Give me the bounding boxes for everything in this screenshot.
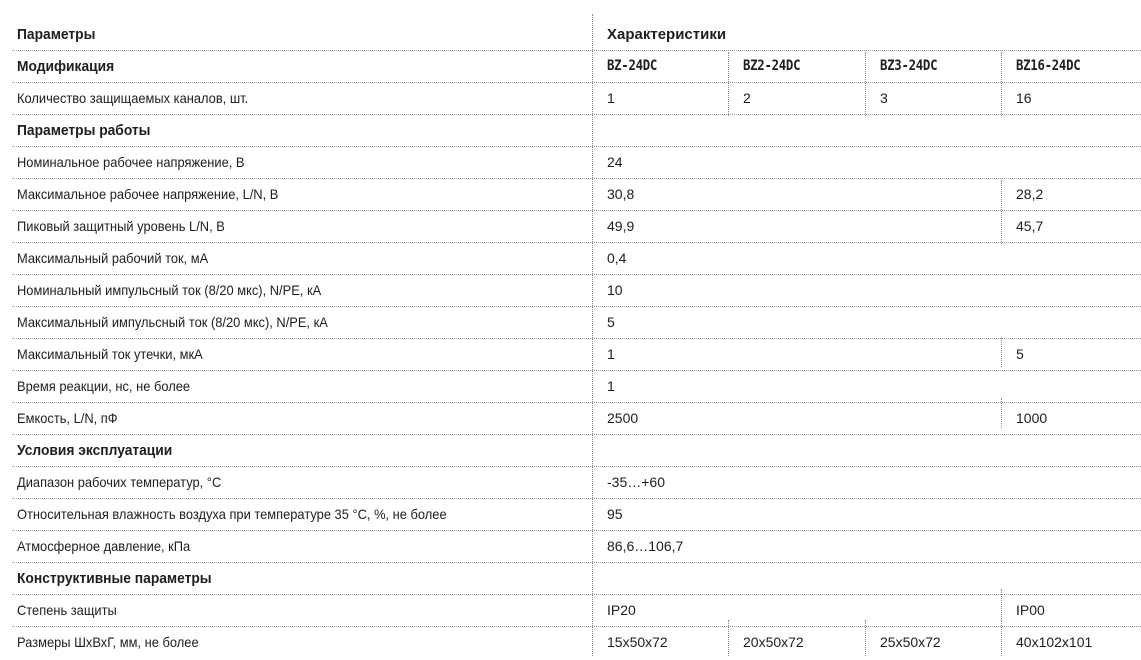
column-divider <box>1001 589 1002 619</box>
row-value: 16 <box>1016 90 1032 106</box>
column-divider <box>1001 180 1002 244</box>
row-value: 25x50x72 <box>880 634 941 650</box>
column-divider <box>1001 620 1002 656</box>
table-row <box>12 403 1141 435</box>
models-label: Модификация <box>17 58 115 75</box>
table-row <box>12 243 1141 275</box>
column-divider <box>865 52 866 116</box>
row-label: Степень защиты <box>17 602 117 618</box>
section-title: Конструктивные параметры <box>17 570 212 587</box>
model-name: BZ3-24DC <box>880 58 938 74</box>
table-row <box>12 179 1141 211</box>
row-label: Диапазон рабочих температур, °C <box>17 474 222 490</box>
model-name: BZ16-24DC <box>1016 58 1081 74</box>
section-heading-work <box>12 115 1141 147</box>
table-row <box>12 627 1141 658</box>
table-row <box>12 467 1141 499</box>
row-value: 95 <box>607 506 623 522</box>
table-row <box>12 531 1141 563</box>
row-value: 2500 <box>607 410 639 426</box>
table-row <box>12 371 1141 403</box>
row-value-last: 1000 <box>1016 410 1048 426</box>
table-row <box>12 275 1141 307</box>
table-row <box>12 211 1141 243</box>
row-value: 3 <box>880 90 888 106</box>
row-label: Максимальный рабочий ток, мА <box>17 250 209 266</box>
section-title: Параметры работы <box>17 122 151 139</box>
row-label: Максимальное рабочее напряжение, L/N, В <box>17 186 279 202</box>
row-value: 15x50x72 <box>607 634 668 650</box>
row-value: 10 <box>607 282 623 298</box>
table-row <box>12 147 1141 179</box>
row-label: Пиковый защитный уровень L/N, В <box>17 218 225 234</box>
row-value-last: IP00 <box>1016 602 1045 618</box>
model-name: BZ-24DC <box>607 58 658 74</box>
row-value: 30,8 <box>607 186 635 202</box>
row-label: Атмосферное давление, кПа <box>17 538 191 554</box>
row-value: 86,6…106,7 <box>607 538 684 554</box>
column-divider <box>1001 337 1002 367</box>
row-value: IP20 <box>607 602 636 618</box>
row-label: Номинальный импульсный ток (8/20 мкс), N/PE, кА <box>17 282 322 298</box>
row-value: -35…+60 <box>607 474 665 490</box>
section-heading-operation <box>12 435 1141 467</box>
spec-table <box>12 19 1141 658</box>
row-value: 5 <box>607 314 615 330</box>
characteristics-header: Характеристики <box>607 26 727 43</box>
column-divider <box>865 620 866 656</box>
row-value: 2 <box>743 90 751 106</box>
row-value: 40x102x101 <box>1016 634 1093 650</box>
row-label: Максимальный ток утечки, мкА <box>17 346 203 362</box>
table-header-row <box>12 19 1141 51</box>
row-value-last: 45,7 <box>1016 218 1044 234</box>
table-row <box>12 339 1141 371</box>
column-divider <box>728 52 729 116</box>
row-label: Номинальное рабочее напряжение, В <box>17 154 245 170</box>
row-value: 1 <box>607 378 615 394</box>
column-divider <box>1001 398 1002 428</box>
row-value: 0,4 <box>607 250 627 266</box>
row-label: Количество защищаемых каналов, шт. <box>17 90 249 106</box>
table-row <box>12 499 1141 531</box>
row-label: Относительная влажность воздуха при температуре 35 °C, %, не более <box>17 506 447 522</box>
row-label: Размеры ШхВхГ, мм, не более <box>17 634 199 650</box>
section-title: Условия эксплуатации <box>17 442 173 459</box>
row-value-last: 28,2 <box>1016 186 1044 202</box>
row-value: 20x50x72 <box>743 634 804 650</box>
table-row <box>12 307 1141 339</box>
table-row <box>12 83 1141 115</box>
row-label: Время реакции, нс, не более <box>17 378 191 394</box>
section-heading-construction <box>12 563 1141 595</box>
row-value: 1 <box>607 346 615 362</box>
row-value: 24 <box>607 154 623 170</box>
row-value-last: 5 <box>1016 346 1024 362</box>
models-row <box>12 51 1141 83</box>
params-header: Параметры <box>17 26 96 43</box>
row-label: Емкость, L/N, пФ <box>17 410 118 426</box>
column-divider <box>1001 52 1002 116</box>
row-value: 49,9 <box>607 218 635 234</box>
column-divider <box>728 620 729 656</box>
row-label: Максимальный импульсный ток (8/20 мкс), N/PE, кА <box>17 314 328 330</box>
model-name: BZ2-24DC <box>743 58 801 74</box>
column-divider-main <box>592 14 593 656</box>
row-value: 1 <box>607 90 615 106</box>
table-row <box>12 595 1141 627</box>
